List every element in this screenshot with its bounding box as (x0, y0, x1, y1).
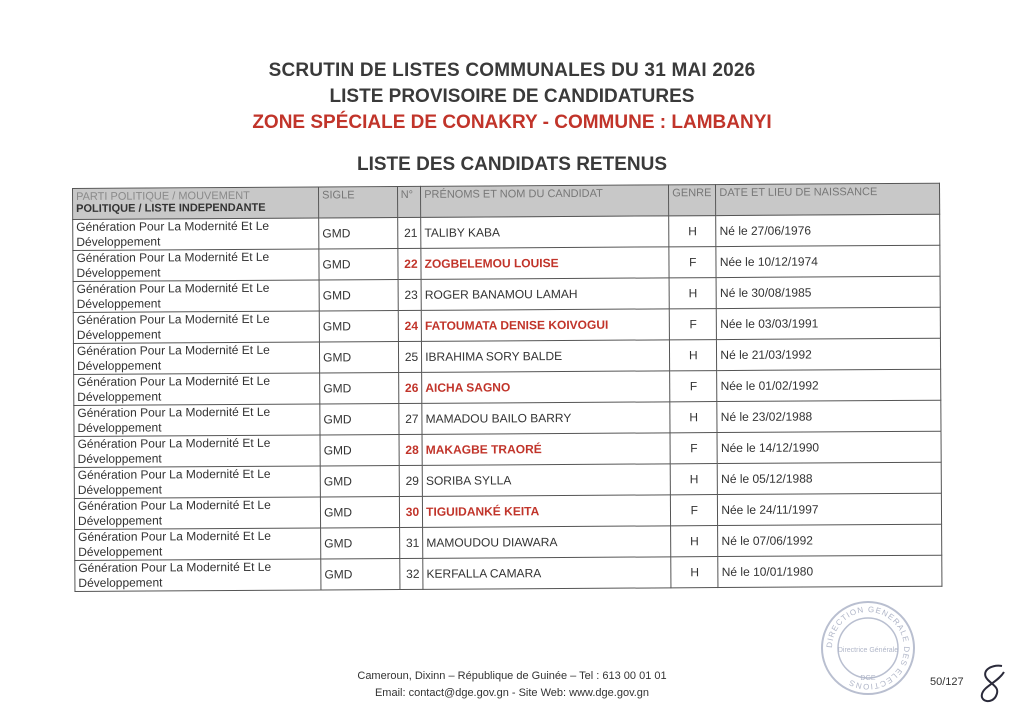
cell-party-line2: Développement (77, 513, 163, 528)
cell-party (73, 249, 319, 282)
cell-num: 32 (399, 558, 423, 589)
cell-party-line1: Génération Pour La Modernité Et Le (76, 311, 270, 327)
cell-birth: Né le 07/06/1992 (718, 524, 942, 556)
cell-party-line2: Développement (77, 482, 162, 497)
cell-genre: F (670, 371, 717, 402)
cell-party-line1: Génération Pour La Modernité Et Le (77, 435, 271, 451)
cell-party-line1: Génération Pour La Modernité Et Le (76, 249, 270, 265)
cell-genre: H (669, 216, 716, 247)
cell-sigle: GMD (319, 249, 398, 280)
handwritten-signature-icon (972, 662, 1012, 708)
cell-party (75, 528, 321, 561)
cell-party (73, 218, 319, 251)
cell-party-line1: Génération Pour La Modernité Et Le (76, 218, 270, 234)
cell-genre: F (670, 433, 717, 464)
cell-party-line1: Génération Pour La Modernité Et Le (77, 404, 271, 420)
cell-genre: F (671, 495, 718, 526)
cell-candidate-name: ROGER BANAMOU LAMAH (421, 278, 669, 311)
cell-party (73, 342, 319, 375)
cell-birth: Né le 30/08/1985 (716, 276, 940, 308)
cell-candidate-name: KERFALLA CAMARA (423, 557, 671, 590)
cell-party-line2: Développement (78, 575, 163, 590)
document-title: SCRUTIN DE LISTES COMMUNALES DU 31 MAI 2026 (268, 60, 756, 81)
cell-genre: H (671, 526, 718, 557)
cell-party-line2: Développement (76, 327, 162, 342)
cell-num: 23 (398, 279, 422, 310)
cell-num: 28 (399, 434, 423, 465)
cell-birth: Né le 23/02/1988 (717, 400, 941, 432)
column-header-sigle: SIGLE (319, 187, 398, 218)
cell-birth: Née le 10/12/1974 (716, 245, 940, 277)
column-header-name: PRÉNOMS ET NOM DU CANDIDAT (421, 185, 669, 218)
cell-party-line1: Génération Pour La Modernité Et Le (78, 559, 272, 575)
column-header-genre: GENRE (669, 185, 716, 216)
cell-party-line1: Génération Pour La Modernité Et Le (76, 280, 270, 296)
page-number: 50/127 (930, 676, 964, 688)
cell-party-line2: Développement (77, 420, 162, 435)
cell-party (74, 404, 320, 437)
cell-party-line2: Développement (77, 389, 162, 404)
cell-num: 27 (398, 403, 422, 434)
cell-party (74, 373, 320, 406)
cell-party (73, 311, 319, 344)
cell-candidate-name: AICHA SAGNO (422, 371, 670, 404)
cell-num: 22 (398, 248, 422, 279)
table-body (73, 214, 942, 591)
cell-num: 31 (399, 527, 423, 558)
cell-sigle: GMD (320, 466, 399, 497)
cell-num: 29 (399, 465, 423, 496)
cell-genre: H (670, 402, 717, 433)
cell-party-line1: Génération Pour La Modernité Et Le (78, 528, 271, 544)
cell-sigle: GMD (320, 497, 399, 528)
cell-party-line2: Développement (76, 296, 161, 311)
document-subtitle: LISTE PROVISOIRE DE CANDIDATURES (329, 86, 695, 107)
cell-genre: H (670, 340, 717, 371)
cell-genre: H (670, 464, 717, 495)
cell-candidate-name: IBRAHIMA SORY BALDE (422, 340, 670, 373)
footer-contact: Email: contact@dge.gov.gn - Site Web: www.dge.gov.gn (374, 687, 650, 699)
footer-address: Cameroun, Dixinn – République de Guinée – Tel : 613 00 01 01 (357, 670, 667, 682)
candidates-table (72, 183, 942, 592)
column-header-party-line1: PARTI POLITIQUE / MOUVEMENT (76, 189, 250, 203)
cell-genre: F (669, 247, 716, 278)
cell-party-line2: Développement (76, 265, 161, 280)
cell-party-line1: Génération Pour La Modernité Et Le (77, 466, 271, 482)
cell-party-line1: Génération Pour La Modernité Et Le (77, 373, 271, 389)
cell-party-line1: Génération Pour La Modernité Et Le (76, 342, 270, 358)
cell-sigle: GMD (319, 218, 398, 249)
section-heading: LISTE DES CANDIDATS RETENUS (356, 154, 667, 175)
column-header-party (73, 187, 319, 220)
cell-genre: F (669, 309, 716, 340)
stamp-ring-text: DIRECTION GENERALE DES ELECTIONS (824, 604, 912, 692)
cell-num: 24 (398, 310, 422, 341)
cell-party-line2: Développement (78, 544, 163, 559)
cell-sigle: GMD (321, 528, 400, 559)
cell-sigle: GMD (319, 311, 398, 342)
cell-candidate-name: SORIBA SYLLA (422, 464, 670, 497)
cell-sigle: GMD (320, 342, 399, 373)
cell-candidate-name: ZOGBELEMOU LOUISE (421, 247, 669, 280)
cell-candidate-name: TALIBY KABA (421, 216, 669, 249)
column-header-party-line2: POLITIQUE / LISTE INDEPENDANTE (76, 201, 266, 215)
stamp-center-text: Directrice Générale (837, 647, 899, 654)
stamp-bottom-text: DGE (860, 675, 876, 682)
cell-party-line1: Génération Pour La Modernité Et Le (77, 497, 271, 513)
cell-birth: Né le 10/01/1980 (718, 555, 942, 587)
column-header-birth: DATE ET LIEU DE NAISSANCE (716, 183, 940, 215)
cell-party-line2: Développement (77, 451, 162, 466)
cell-sigle: GMD (320, 373, 399, 404)
cell-party-line2: Développement (77, 358, 162, 373)
cell-candidate-name: FATOUMATA DENISE KOIVOGUI (421, 309, 669, 342)
cell-num: 21 (397, 217, 421, 248)
cell-birth: Né le 27/06/1976 (716, 214, 940, 246)
cell-birth: Née le 14/12/1990 (717, 431, 941, 463)
cell-sigle: GMD (319, 280, 398, 311)
cell-birth: Née le 24/11/1997 (718, 493, 942, 525)
cell-genre: H (671, 557, 718, 588)
cell-num: 25 (398, 341, 422, 372)
cell-genre: H (669, 278, 716, 309)
zone-commune-heading: ZONE SPÉCIALE DE CONAKRY - COMMUNE : LAMBANYI (252, 112, 772, 133)
cell-sigle: GMD (321, 559, 400, 590)
cell-num: 26 (398, 372, 422, 403)
cell-candidate-name: MAKAGBE TRAORÉ (422, 433, 670, 466)
cell-party (74, 497, 320, 530)
cell-party (74, 435, 320, 468)
cell-party (74, 466, 320, 499)
table-row (75, 555, 942, 591)
cell-birth: Née le 01/02/1992 (717, 369, 941, 401)
column-header-num: N° (397, 186, 421, 217)
cell-birth: Né le 21/03/1992 (717, 338, 941, 370)
cell-birth: Née le 03/03/1991 (717, 307, 941, 339)
official-stamp-icon (818, 598, 918, 698)
cell-num: 30 (399, 496, 423, 527)
cell-sigle: GMD (320, 404, 399, 435)
cell-party (75, 559, 321, 592)
cell-sigle: GMD (320, 435, 399, 466)
cell-party-line2: Développement (76, 234, 161, 249)
cell-party (73, 280, 319, 313)
cell-candidate-name: TIGUIDANKÉ KEITA (423, 495, 671, 528)
cell-birth: Né le 05/12/1988 (718, 462, 942, 494)
cell-candidate-name: MAMOUDOU DIAWARA (423, 526, 671, 559)
cell-candidate-name: MAMADOU BAILO BARRY (422, 402, 670, 435)
